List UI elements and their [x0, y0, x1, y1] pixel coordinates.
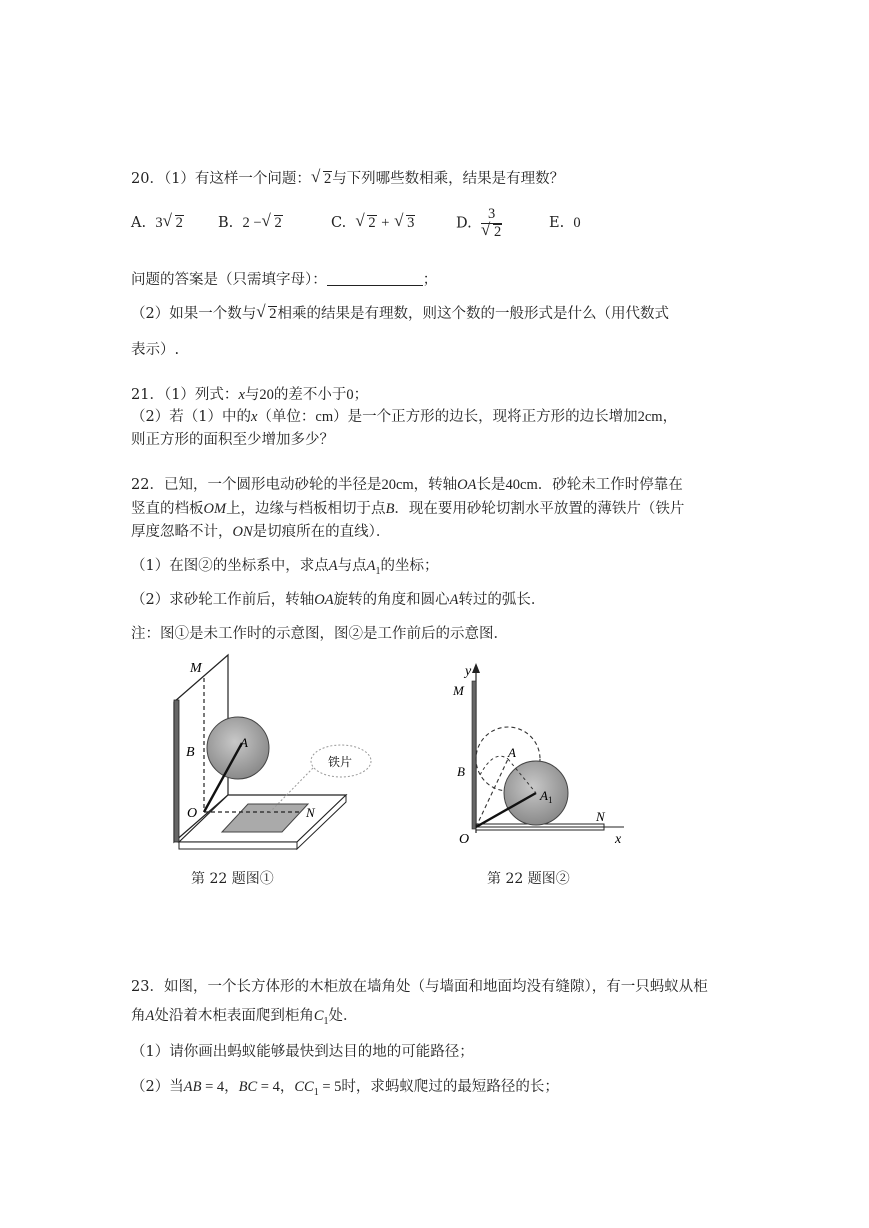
label-a: A	[240, 735, 248, 750]
label-a1: $A_1$	[540, 788, 553, 805]
sqrt-2: √ 2	[310, 167, 332, 187]
q23-line4: （2）当AB = 4，BC = 4，$CC_1 = 5$时，求蚂蚁爬过的最短路径的长；	[131, 1079, 559, 1098]
q22-line3: 厚度忽略不计，ON是切痕所在的直线）．	[131, 524, 391, 540]
fraction: 3 √ 2	[480, 206, 502, 240]
option-a: A. 3 √ 2	[131, 211, 183, 231]
q22-line4: （1）在图②的坐标系中，求点A与点$A_1$的坐标；	[131, 558, 439, 577]
axis-label-y: y	[465, 664, 472, 679]
label-o: O	[459, 832, 470, 847]
q20-part2-line2: 表示）.	[131, 342, 180, 358]
answer-prompt: 问题的答案是（只需填字母）：	[131, 272, 327, 288]
label-a: A	[508, 745, 516, 760]
q20-number: 20．	[131, 171, 164, 187]
q23-line3: （1）请你画出蚂蚁能够最快到达目的地的可能路径；	[131, 1044, 474, 1060]
figure-1-diagram	[160, 650, 380, 855]
label-iron-sheet: 铁片	[328, 755, 353, 769]
label-b: B	[457, 764, 465, 779]
figure-2-diagram	[450, 655, 640, 850]
label-b: B	[186, 745, 195, 760]
q21-part3: 则正方形的面积至少增加多少？	[131, 432, 334, 448]
q22-line1: 22．已知，一个圆形电动砂轮的半径是20cm，转轴OA长是40cm．砂轮未工作时停靠在	[131, 477, 683, 493]
q22-line5: （2）求砂轮工作前后，转轴OA旋转的角度和圆心A转过的弧长．	[131, 592, 546, 608]
label-n: N	[306, 805, 315, 820]
label-o: O	[187, 806, 198, 821]
label-m: M	[190, 661, 202, 676]
q20-stem-tail: 与下列哪些数相乘，结果是有理数？	[332, 171, 565, 187]
q21-part2: （2）若（1）中的x（单位：cm）是一个正方形的边长，现将正方形的边长增加2cm，	[131, 409, 678, 425]
figure-1-caption: 第 22 题图①	[191, 871, 274, 887]
q23-line2: 角A处沿着木柜表面爬到柜角$C_1$处．	[131, 1008, 358, 1027]
option-d: D. 3 √ 2	[456, 206, 502, 240]
option-c: C. √ 2 + √ 3	[331, 211, 415, 231]
label-n: N	[596, 809, 605, 824]
answer-blank[interactable]	[327, 271, 423, 286]
axis-label-x: x	[615, 832, 622, 847]
q20-answer-line: 问题的答案是（只需填字母）： ；	[131, 272, 438, 288]
figure-2-caption: 第 22 题图②	[487, 871, 570, 887]
option-b: B. 2 − √ 2	[218, 211, 282, 231]
label-m: M	[453, 683, 464, 698]
q22-note: 注：图①是未工作时的示意图，图②是工作前后的示意图．	[131, 626, 508, 642]
q20-part1-label: （1）有这样一个问题：	[163, 171, 311, 187]
q23-line1: 23．如图，一个长方体形的木柜放在墙角处（与墙面和地面均没有缝隙），有一只蚂蚁从柜	[131, 979, 708, 995]
q22-line2: 竖直的档板OM上，边缘与档板相切于点B．现在要用砂轮切割水平放置的薄铁片（铁片	[131, 501, 685, 517]
q20-stem	[131, 167, 564, 188]
option-e: E. 0	[549, 215, 581, 231]
q21-part1: 21．（1）列式：x与20的差不小于0；	[131, 387, 369, 403]
q20-part2: （2）如果一个数与 √ 2相乘的结果是有理数，则这个数的一般形式是什么（用代数式	[131, 302, 669, 322]
